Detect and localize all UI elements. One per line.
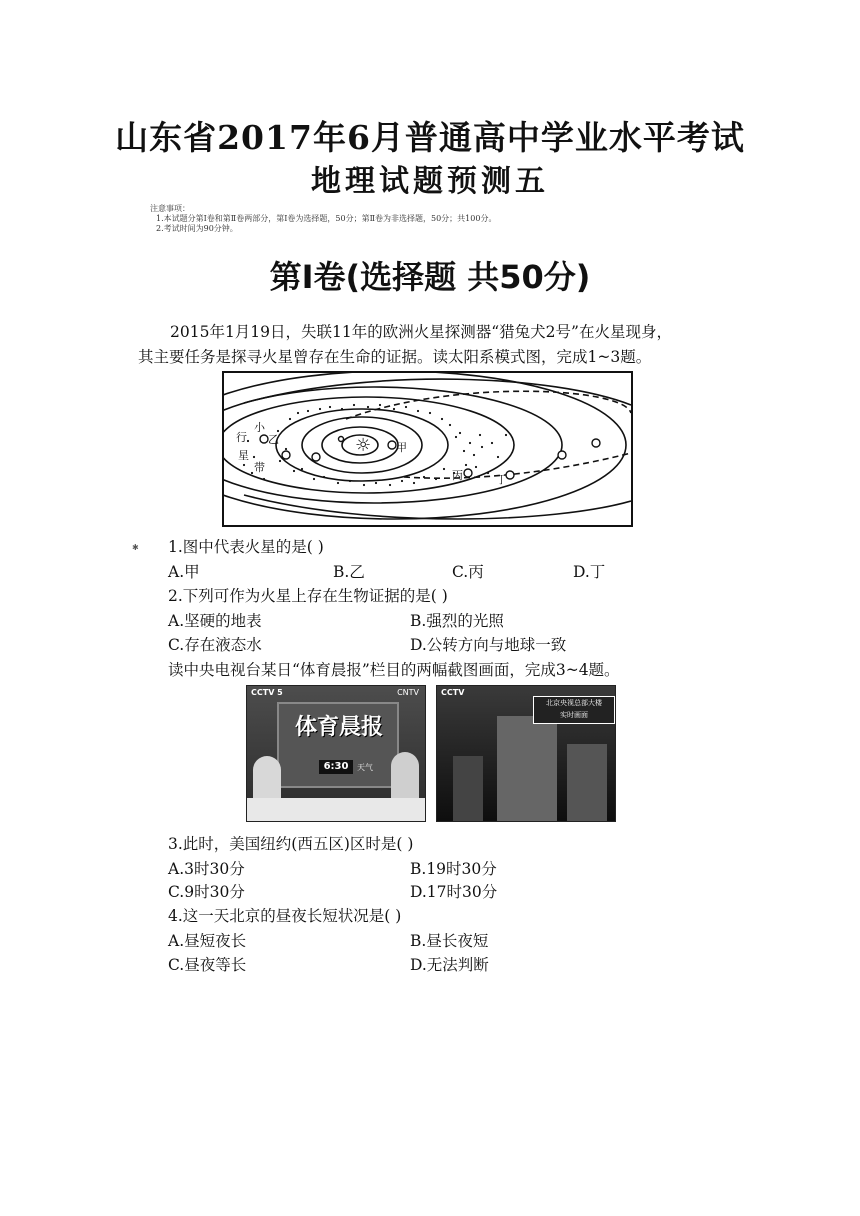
planet-saturn [558,451,566,459]
cctv-logo: CCTV [441,688,465,697]
label-ding: 丁 [496,473,507,486]
page-title: 山东省2017年6月普通高中学业水平考试 [115,118,745,157]
planet-ding [506,471,514,479]
stray-mark: ✱ [132,543,139,552]
q1-stem: 1.图中代表火星的是( ) [168,538,324,556]
tv-screenshot-left [246,685,426,822]
planet-earth [282,451,290,459]
q2-option-b: B.强烈的光照 [410,612,504,630]
q2-option-c: C.存在液态水 [168,636,262,654]
note-2: 2.考试时间为90分钟。 [156,224,238,233]
note-1: 1.本试题分第Ⅰ卷和第Ⅱ卷两部分，第Ⅰ卷为选择题，50分；第Ⅱ卷为非选择题，50分；共100分。 [156,214,497,223]
news-desk [247,798,426,822]
q3-option-d: D.17时30分 [410,883,498,901]
solar-system-svg [224,373,631,525]
planet-outer [592,439,600,447]
q4-stem: 4.这一天北京的昼夜长短状况是( ) [168,907,402,925]
live-caption [533,696,615,724]
q1-option-a: A.甲 [168,563,200,581]
page-subtitle: 地理试题预测五 [311,164,549,199]
sun-icon: ☼ [355,435,372,456]
label-belt-2: 行 [236,431,247,444]
q4-option-d: D.无法判断 [410,956,489,974]
orbit-7 [224,373,626,519]
planet-mars-dot [312,453,320,461]
q4-option-c: C.昼夜等长 [168,956,247,974]
q3-stem: 3.此时，美国纽约(西五区)区时是( ) [168,835,414,853]
label-belt-4: 带 [254,461,265,474]
passage1-line2: 其主要任务是探寻火星曾存在生命的证据。读太阳系模式图，完成1~3题。 [138,348,652,366]
q4-option-a: A.昼短夜长 [168,932,247,950]
q2-option-a: A.坚硬的地表 [168,612,262,630]
planet-yi [260,435,268,443]
q3-option-a: A.3时30分 [168,860,245,878]
tv-screenshot-right [436,685,616,822]
caption-line-1: 北京央视总部大楼 [546,699,602,707]
label-belt-1: 小 [254,421,265,434]
label-yi: 乙 [268,433,279,446]
q3-option-c: C.9时30分 [168,883,245,901]
q1-option-b: B.乙 [333,563,365,581]
cntv-logo: CNTV [397,688,419,697]
label-belt-3: 星 [238,449,249,462]
q4-option-b: B.昼长夜短 [410,932,489,950]
q3-option-b: B.19时30分 [410,860,497,878]
label-jia: 甲 [396,441,407,454]
notes-heading: 注意事项： [150,204,190,213]
caption-line-2: 实时画面 [560,711,588,719]
passage2: 读中央电视台某日“体育晨报”栏目的两幅截图画面，完成3~4题。 [168,661,620,679]
program-title: 体育晨报 [295,715,384,740]
q2-option-d: D.公转方向与地球一致 [410,636,567,654]
program-sub: 天气 [357,763,373,772]
q1-option-d: D.丁 [573,563,606,581]
planet-bing [464,469,472,477]
q1-option-c: C.丙 [452,563,484,581]
cctv-tower [497,716,557,822]
planet-jia [388,441,396,449]
planet-mercury-dot [339,437,344,442]
solar-system-diagram [222,371,633,527]
q2-stem: 2.下列可作为火星上存在生物证据的是( ) [168,587,448,605]
label-bing: 丙 [452,469,463,482]
cctv5-logo: CCTV 5 [251,688,283,697]
passage1-line1: 2015年1月19日，失联11年的欧洲火星探测器“猎兔犬2号”在火星现身， [170,323,672,341]
section-title: 第Ⅰ卷(选择题 共50分) [269,258,591,296]
comet-orbit-lower [404,453,631,478]
program-time: 6:30 [319,760,353,774]
